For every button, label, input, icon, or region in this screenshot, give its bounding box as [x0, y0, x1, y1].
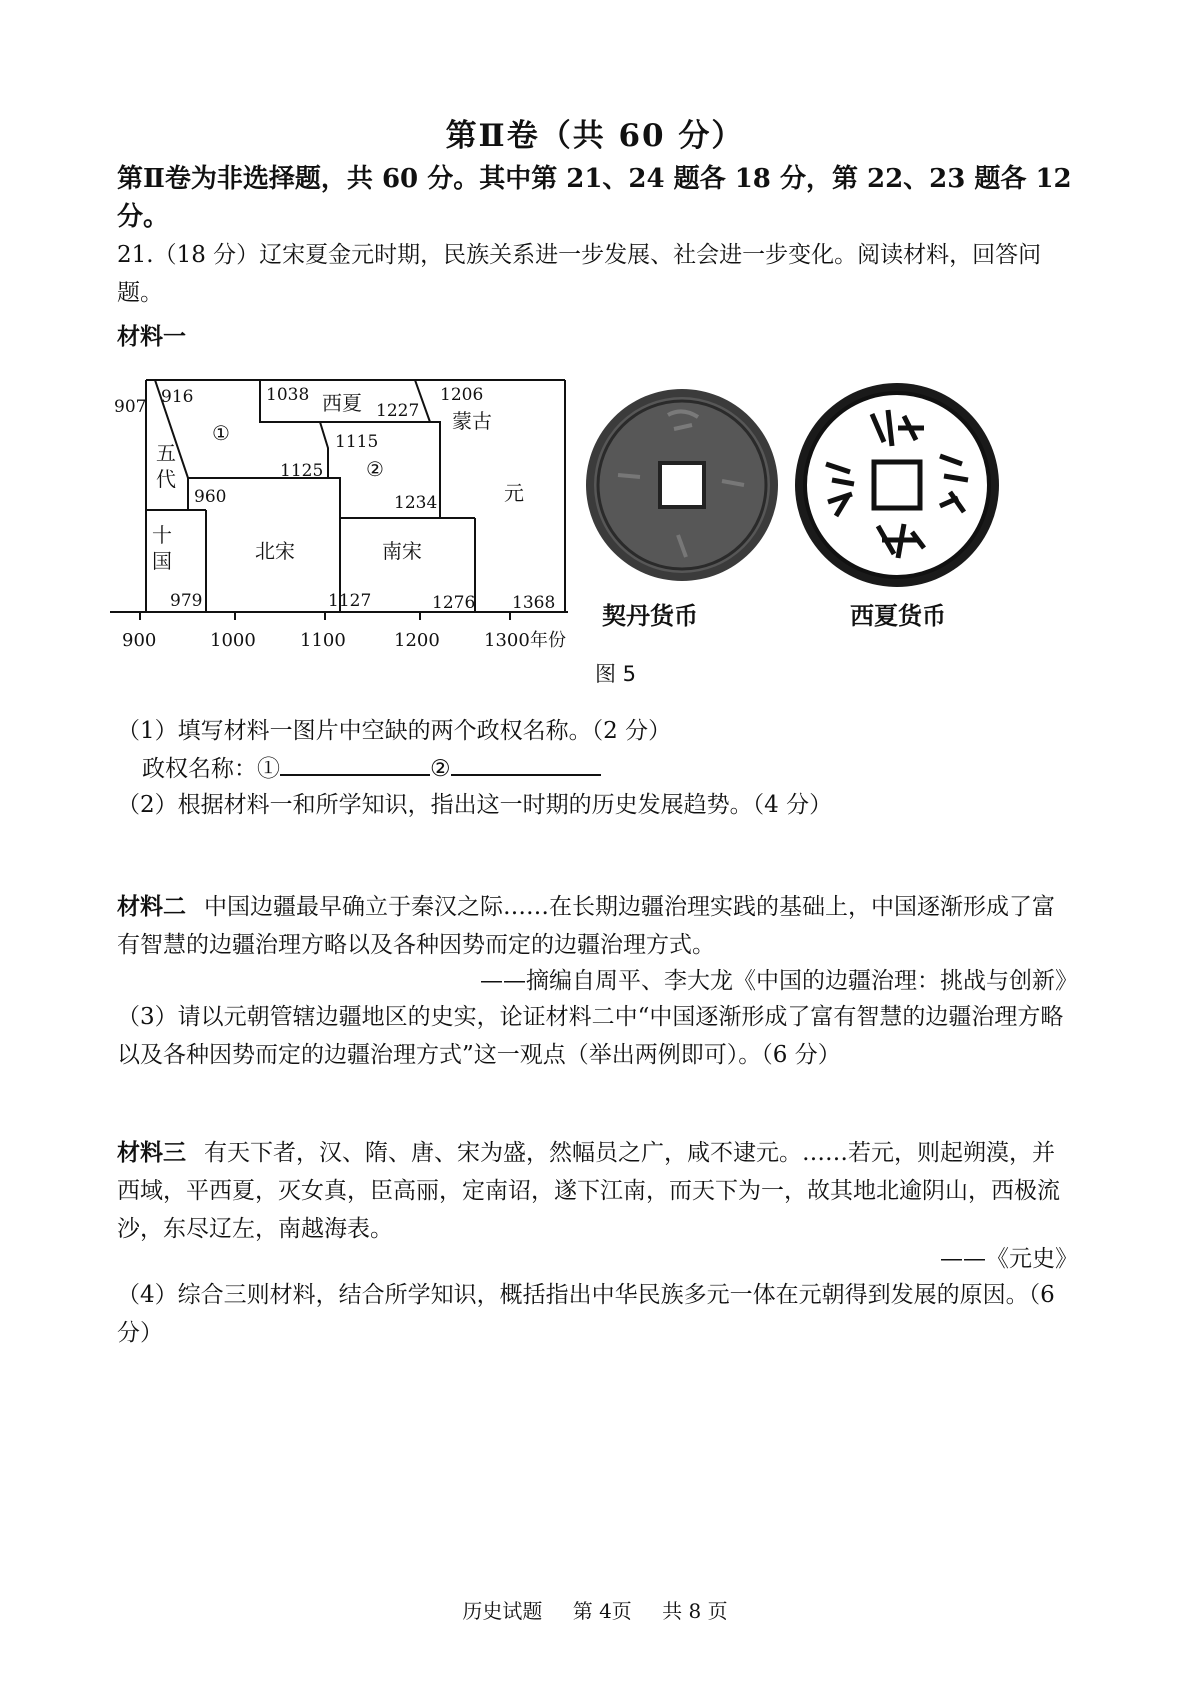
- khitan-coin-caption: 契丹货币: [602, 602, 698, 630]
- year-label-960: 960: [194, 487, 227, 507]
- year-label-916: 916: [161, 387, 194, 407]
- xixia-coin-image: [792, 380, 1002, 590]
- answer-blank-2[interactable]: [451, 752, 601, 776]
- tick-marks: [140, 612, 510, 620]
- material-1-label: 材料一: [117, 323, 186, 350]
- section-note: 第Ⅱ卷为非选择题，共 60 分。其中第 21、24 题各 18 分，第 22、23 题各 12 分。: [117, 164, 1072, 232]
- material-3-block: [117, 1134, 1077, 1248]
- x-tick-label-1200: 1200: [394, 630, 440, 651]
- footer-total-pages: 共 8 页: [662, 1599, 728, 1623]
- year-label-1127: 1127: [328, 591, 372, 611]
- figure-caption: 图 5: [595, 662, 637, 686]
- material-3-source: ——《元史》: [940, 1246, 1078, 1272]
- footer-page-number: 第 4页: [572, 1599, 632, 1623]
- answer-label-2: ②: [430, 756, 451, 782]
- regime-timeline-chart: [100, 370, 580, 660]
- regime-label-mongol: 蒙古: [452, 409, 492, 433]
- question-3-text: （3）请以元朝管辖边疆地区的史实，论证材料二中“中国逐渐形成了富有智慧的边疆治理方略以及各种因势而定的边疆治理方式”这一观点（举出两例即可）。（6 分）: [117, 1004, 1064, 1068]
- question-4-text: （4）综合三则材料，结合所学知识，概括指出中华民族多元一体在元朝得到发展的原因。（6 分）: [117, 1282, 1055, 1346]
- year-label-1227: 1227: [376, 401, 420, 421]
- material-2-source: ——摘编自周平、李大龙《中国的边疆治理：挑战与创新》: [480, 968, 1078, 994]
- year-label-1125: 1125: [280, 461, 324, 481]
- x-tick-label-900: 900: [122, 630, 157, 651]
- regime-label-1: ①: [212, 421, 230, 445]
- answer-blank-1[interactable]: [280, 752, 430, 776]
- regime-label-shiguo-1: 十: [152, 523, 172, 547]
- question-1-text: （1）填写材料一图片中空缺的两个政权名称。（2 分）: [117, 718, 672, 744]
- x-tick-label-1100: 1100: [300, 630, 346, 651]
- question-2-text: （2）根据材料一和所学知识，指出这一时期的历史发展趋势。（4 分）: [117, 792, 833, 818]
- year-label-1276: 1276: [432, 593, 476, 613]
- regime-label-shiguo-2: 国: [152, 549, 172, 573]
- regime-label-xixia: 西夏: [322, 391, 362, 415]
- year-label-979: 979: [170, 591, 203, 611]
- regime-label-wudai-2: 代: [156, 467, 176, 491]
- year-label-1038: 1038: [266, 385, 310, 405]
- x-axis-unit: 年份: [530, 630, 566, 651]
- answer-label-1: 政权名称：①: [142, 756, 280, 782]
- question-21-intro: 21.（18 分）辽宋夏金元时期，民族关系进一步发展、社会进一步变化。阅读材料，回答问题。: [117, 242, 1042, 306]
- regime-label-nansong: 南宋: [382, 539, 422, 563]
- khitan-coin-image: [582, 385, 782, 585]
- year-label-1115: 1115: [335, 432, 379, 452]
- footer-subject: 历史试题: [462, 1599, 543, 1623]
- question-1-answer-row: [142, 750, 1102, 788]
- material-3-text: 有天下者，汉、隋、唐、宋为盛，然幅员之广，咸不逮元。……若元，则起朔漠，并西域，平西夏，灭女真，臣高丽，定南诏，遂下江南，而天下为一，故其地北逾阴山，西极流沙，东尽辽左，南越海表。: [117, 1140, 1060, 1242]
- regime-label-yuan: 元: [504, 481, 524, 505]
- x-tick-label-1000: 1000: [210, 630, 256, 651]
- xixia-coin-caption: 西夏货币: [850, 602, 946, 630]
- material-2-label: 材料二: [117, 893, 186, 920]
- vertical-labels: [152, 441, 176, 573]
- year-label-1368: 1368: [512, 593, 556, 613]
- year-label-907: 907: [114, 397, 147, 417]
- material-2-text: 中国边疆最早确立于秦汉之际……在长期边疆治理实践的基础上，中国逐渐形成了富有智慧的边疆治理方略以及各种因势而定的边疆治理方式。: [117, 894, 1055, 958]
- page-title: 第Ⅱ卷（共 60 分）: [445, 118, 745, 154]
- year-label-1234: 1234: [394, 493, 438, 513]
- material-3-label: 材料三: [117, 1139, 186, 1166]
- region-1-boundary: [155, 380, 340, 612]
- regime-label-2: ②: [366, 457, 384, 481]
- x-tick-label-1300: 1300: [484, 630, 530, 651]
- regime-label-wudai-1: 五: [156, 441, 176, 465]
- material-2-block: [117, 888, 1077, 964]
- page-footer: [0, 1595, 1190, 1624]
- year-label-1206: 1206: [440, 385, 484, 405]
- regime-label-beisong: 北宋: [255, 539, 295, 563]
